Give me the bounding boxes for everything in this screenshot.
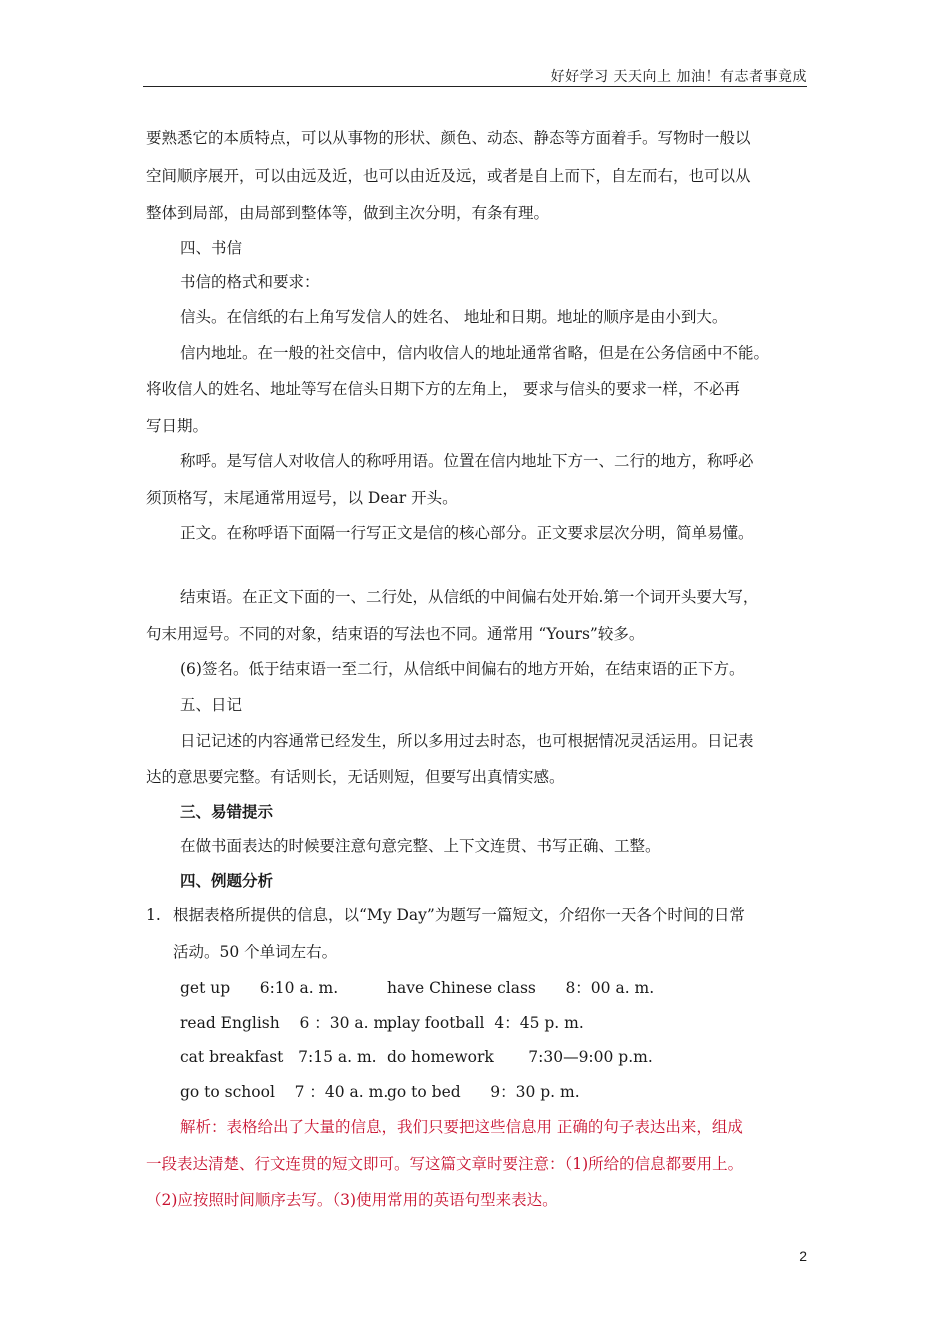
body-line: 信内地址。在一般的社交信中，信内收信人的地址通常省略，但是在公务信函中不能。: [180, 344, 770, 362]
body-line: 在做书面表达的时候要注意句意完整、上下文连贯、书写正确、工整。: [180, 837, 661, 855]
body-line: 日记记述的内容通常已经发生，所以多用过去时态，也可根据情况灵活运用。日记表: [180, 732, 754, 750]
question-text: 根据表格所提供的信息，以“My Day”为题写一篇短文，介绍你一天各个时间的日常: [173, 906, 745, 924]
schedule-item: read English 6 ：30 a. m.: [180, 1014, 394, 1032]
schedule-item: do homework 7:30—9:00 p.m.: [387, 1048, 653, 1066]
header-rule: [143, 86, 807, 87]
analysis-text: （2)应按照时间顺序去写。（3)使用常用的英语句型来表达。: [146, 1191, 558, 1209]
body-line: (6)签名。低于结束语一至二行，从信纸中间偏右的地方开始，在结束语的正下方。: [180, 660, 745, 678]
body-line: 要熟悉它的本质特点，可以从事物的形状、颜色、动态、静态等方面着手。写物时一般以: [146, 129, 751, 147]
question-text: 活动。50 个单词左右。: [173, 943, 338, 961]
body-line: 信头。在信纸的右上角写发信人的姓名、 地址和日期。地址的顺序是由小到大。: [180, 308, 728, 326]
section-heading-letters: 四、书信: [180, 239, 243, 257]
question-number: 1.: [146, 906, 161, 924]
body-line: 句末用逗号。不同的对象，结束语的写法也不同。通常用 “Yours”较多。: [146, 625, 645, 643]
section-heading-example-analysis: 四、例题分析: [180, 871, 274, 890]
body-line: 结束语。在正文下面的一、二行处，从信纸的中间偏右处开始.第一个词开头要大写，: [180, 588, 759, 606]
body-line: 书信的格式和要求：: [180, 273, 320, 291]
body-line: 将收信人的姓名、地址等写在信头日期下方的左角上， 要求与信头的要求一样，不必再: [146, 380, 740, 398]
schedule-item: have Chinese class 8：00 a. m.: [387, 979, 655, 997]
section-heading-common-errors: 三、易错提示: [180, 802, 274, 821]
body-line: 正文。在称呼语下面隔一行写正文是信的核心部分。正文要求层次分明，简单易懂。: [180, 524, 754, 542]
analysis-text: 解析：表格给出了大量的信息，我们只要把这些信息用 正确的句子表达出来，组成: [180, 1118, 743, 1136]
body-line: 整体到局部，由局部到整体等，做到主次分明，有条有理。: [146, 204, 550, 222]
schedule-item: go to bed 9：30 p. m.: [387, 1083, 580, 1101]
schedule-item: play football 4：45 p. m.: [387, 1014, 584, 1032]
section-heading-diary: 五、日记: [180, 696, 243, 714]
analysis-text: 一段表达清楚、行文连贯的短文即可。写这篇文章时要注意：（1)所给的信息都要用上。: [146, 1155, 744, 1173]
schedule-item: cat breakfast 7:15 a. m.: [180, 1048, 377, 1066]
body-line: 写日期。: [146, 417, 209, 435]
page-number: 2: [799, 1248, 807, 1264]
body-line: 须顶格写，末尾通常用逗号，以 Dear 开头。: [146, 489, 458, 507]
schedule-item: go to school 7 ：40 a. m.: [180, 1083, 389, 1101]
body-line: 称呼。是写信人对收信人的称呼用语。位置在信内地址下方一、二行的地方，称呼必: [180, 452, 754, 470]
body-line: 达的意思要完整。有话则长，无话则短，但要写出真情实感。: [146, 768, 565, 786]
page-header: 好好学习 天天向上 加油！有志者事竟成: [550, 69, 807, 85]
body-line: 空间顺序展开，可以由远及近，也可以由近及远，或者是自上而下，自左而右，也可以从: [146, 167, 751, 185]
schedule-item: get up 6:10 a. m.: [180, 979, 339, 997]
